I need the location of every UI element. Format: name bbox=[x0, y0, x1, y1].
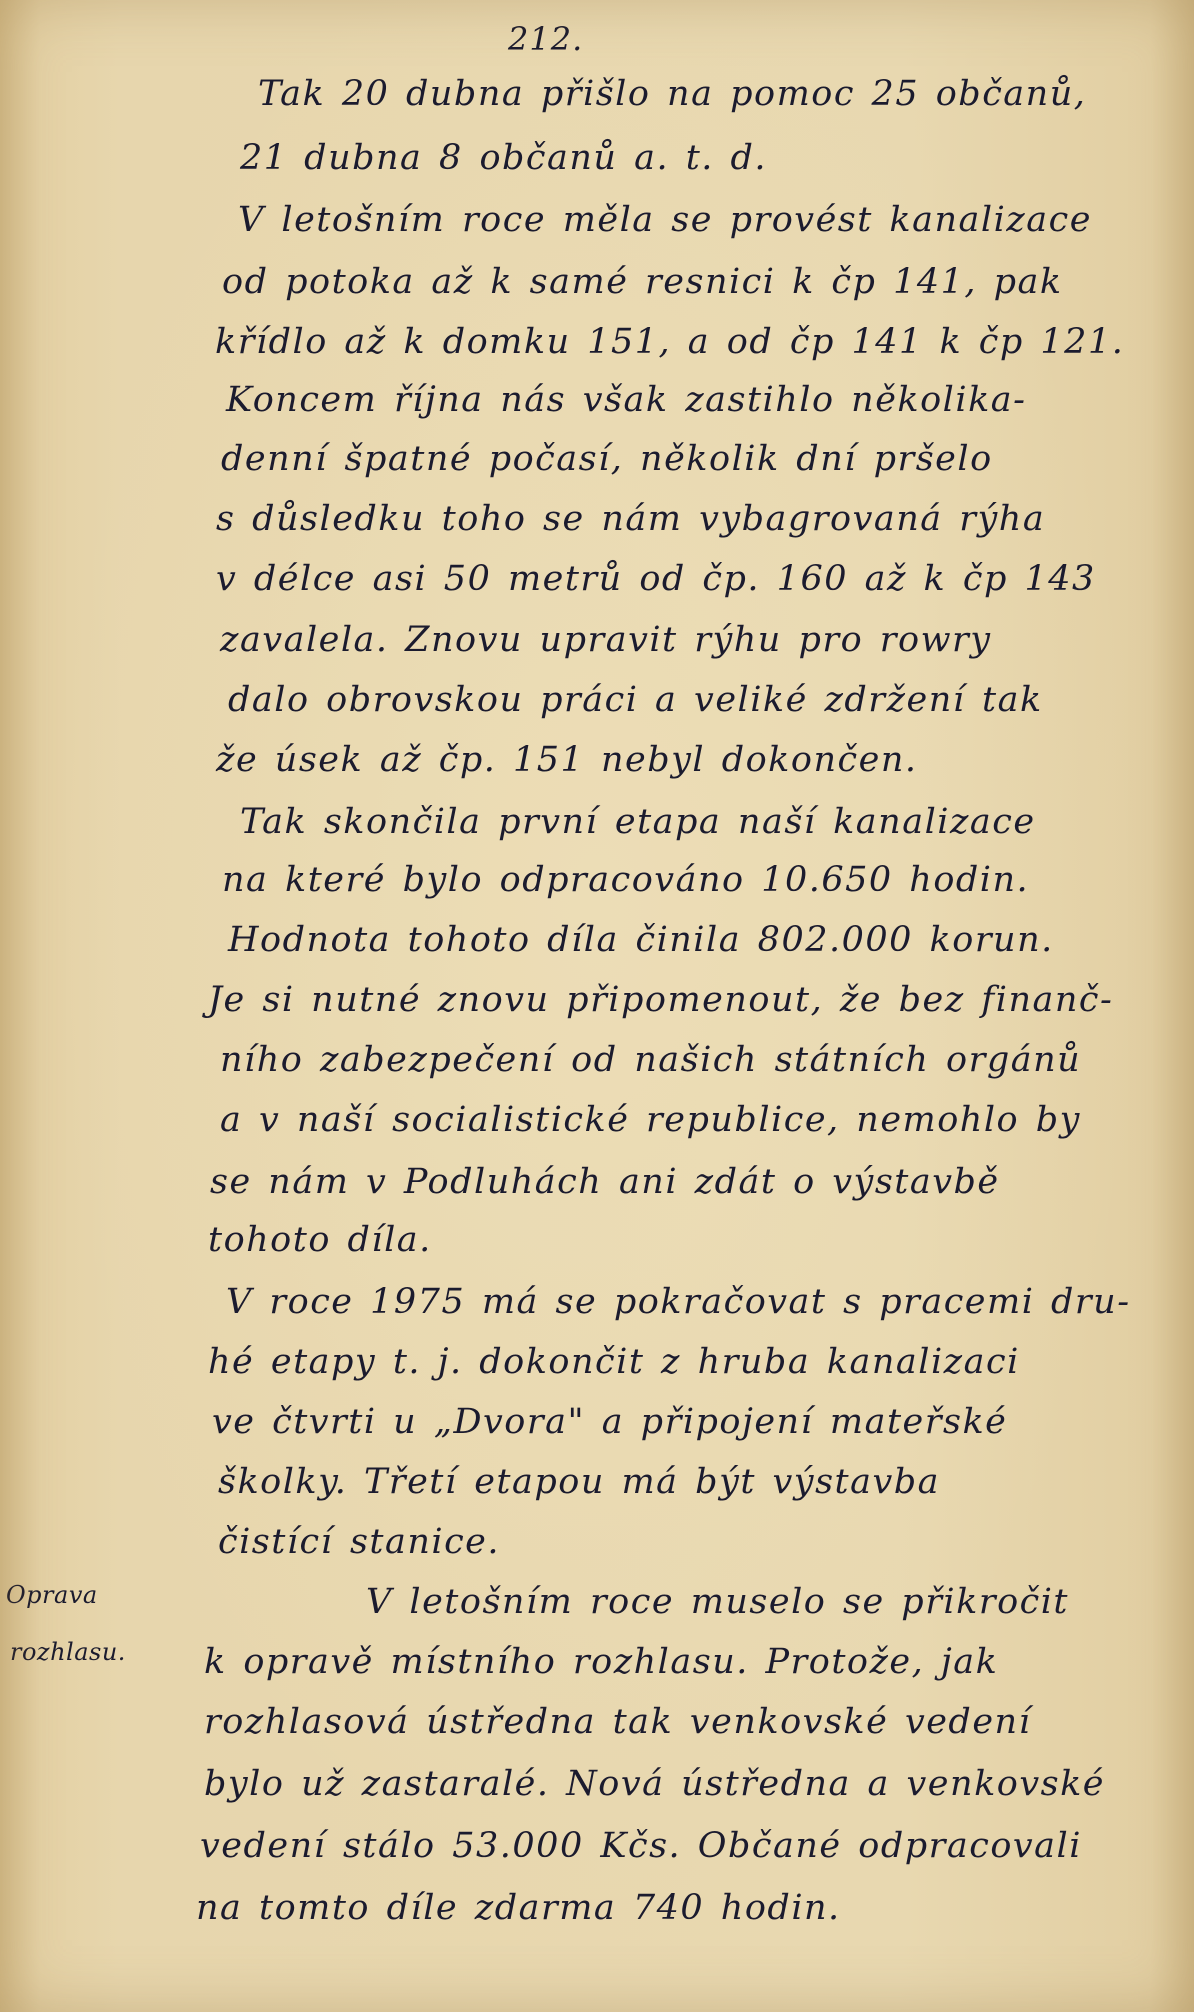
text-line: v délce asi 50 metrů od čp. 160 až k čp 143 bbox=[216, 559, 1096, 599]
text-line: ního zabezpečení od našich státních orgánů bbox=[220, 1040, 1082, 1080]
text-line: denní špatné počasí, několik dní pršelo bbox=[221, 439, 993, 479]
text-line: Tak skončila první etapa naší kanalizace bbox=[240, 802, 1036, 842]
text-line: s důsledku toho se nám vybagrovaná rýha bbox=[216, 499, 1046, 539]
text-line: V roce 1975 má se pokračovat s pracemi dru- bbox=[226, 1282, 1131, 1322]
text-line: ve čtvrti u „Dvora" a připojení mateřské bbox=[212, 1402, 1008, 1442]
text-line: se nám v Podluhách ani zdát o výstavbě bbox=[210, 1162, 1000, 1202]
text-line: 21 dubna 8 občanů a. t. d. bbox=[240, 138, 768, 178]
text-line: rozhlasová ústředna tak venkovské vedení bbox=[204, 1702, 1032, 1742]
text-line: Koncem října nás však zastihlo několika- bbox=[226, 380, 1027, 420]
text-line: od potoka až k samé resnici k čp 141, pak bbox=[222, 262, 1063, 302]
text-line: a v naší socialistické republice, nemohlo by bbox=[220, 1100, 1081, 1140]
text-line: hé etapy t. j. dokončit z hruba kanalizaci bbox=[208, 1342, 1020, 1382]
text-line: vedení stálo 53.000 Kčs. Občané odpracovali bbox=[200, 1826, 1082, 1866]
text-line: k opravě místního rozhlasu. Protože, jak bbox=[204, 1642, 999, 1682]
text-line: Tak 20 dubna přišlo na pomoc 25 občanů, bbox=[258, 74, 1087, 114]
text-line: školky. Třetí etapou má být výstavba bbox=[218, 1462, 941, 1502]
text-line: na které bylo odpracováno 10.650 hodin. bbox=[222, 860, 1030, 900]
text-line: V letošním roce měla se provést kanalizace bbox=[238, 200, 1092, 240]
text-line: že úsek až čp. 151 nebyl dokončen. bbox=[216, 740, 918, 780]
text-line: V letošním roce muselo se přikročit bbox=[366, 1582, 1069, 1622]
text-line: čistící stanice. bbox=[218, 1522, 501, 1562]
text-line: Je si nutné znovu připomenout, že bez finanč- bbox=[208, 980, 1114, 1020]
margin-note-line-2: rozhlasu. bbox=[10, 1638, 126, 1666]
text-line: zavalela. Znovu upravit rýhu pro rowry bbox=[220, 620, 992, 660]
text-line: na tomto díle zdarma 740 hodin. bbox=[196, 1888, 841, 1928]
margin-note-line-1: Oprava bbox=[6, 1581, 98, 1609]
text-line: bylo už zastaralé. Nová ústředna a venkovské bbox=[204, 1764, 1105, 1804]
text-line: Hodnota tohoto díla činila 802.000 korun. bbox=[228, 920, 1054, 960]
text-line: křídlo až k domku 151, a od čp 141 k čp 121. bbox=[215, 322, 1125, 362]
text-line: tohoto díla. bbox=[208, 1220, 432, 1260]
page-number: 212. bbox=[508, 20, 584, 58]
text-line: dalo obrovskou práci a veliké zdržení tak bbox=[228, 680, 1043, 720]
